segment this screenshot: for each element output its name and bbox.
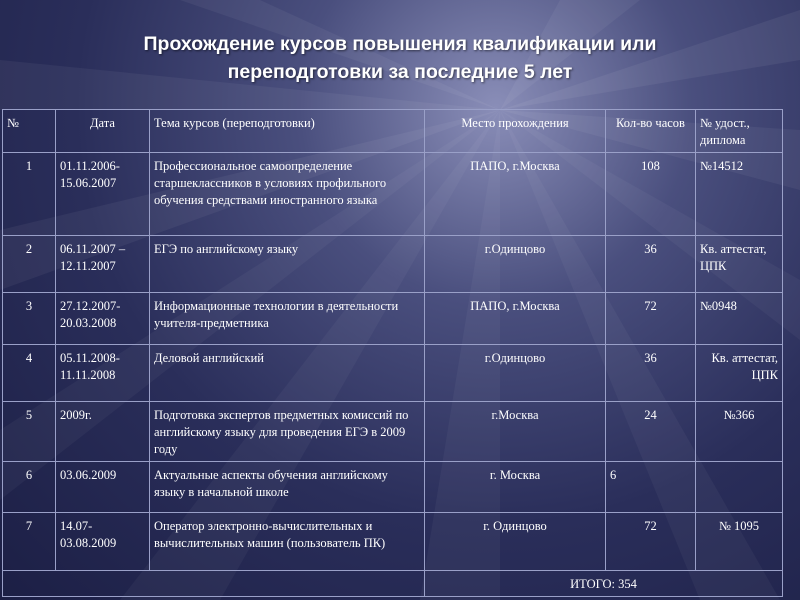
row-place: г.Одинцово [425, 236, 606, 293]
row-doc: Кв. аттестат, ЦПК [696, 236, 783, 293]
row-date: 2009г. [56, 402, 150, 462]
row-date: 03.06.2009 [56, 462, 150, 513]
header-date: Дата [56, 110, 150, 153]
row-num: 4 [3, 345, 56, 402]
header-hours: Кол-во часов [606, 110, 696, 153]
row-num: 1 [3, 153, 56, 236]
table-header-row [3, 110, 783, 153]
row-topic: Деловой английский [150, 345, 425, 402]
table-row [3, 402, 783, 462]
row-date: 14.07-03.08.2009 [56, 513, 150, 571]
row-place: г.Одинцово [425, 345, 606, 402]
row-topic: Подготовка экспертов предметных комиссий по английскому языку для проведения ЕГЭ в 2009 году [150, 402, 425, 462]
row-topic: Профессиональное самоопределение старшеклассников в условиях профильного обучения средствами иностранного языка [150, 153, 425, 236]
row-topic: Актуальные аспекты обучения английскому языку в начальной школе [150, 462, 425, 513]
row-date: 27.12.2007-20.03.2008 [56, 293, 150, 345]
row-doc: №0948 [696, 293, 783, 345]
row-hours: 72 [606, 293, 696, 345]
header-num: № [3, 110, 56, 153]
row-place: г. Москва [425, 462, 606, 513]
row-hours: 108 [606, 153, 696, 236]
row-topic: Информационные технологии в деятельности учителя-предметника [150, 293, 425, 345]
row-hours: 36 [606, 345, 696, 402]
row-place: г.Москва [425, 402, 606, 462]
row-num: 2 [3, 236, 56, 293]
table-row [3, 345, 783, 402]
total-value: ИТОГО: 354 [425, 571, 783, 597]
row-num: 5 [3, 402, 56, 462]
row-hours: 6 [606, 462, 696, 513]
table-row [3, 153, 783, 236]
header-place: Место прохождения [425, 110, 606, 153]
row-date: 06.11.2007 – 12.11.2007 [56, 236, 150, 293]
table-row [3, 513, 783, 571]
row-num: 6 [3, 462, 56, 513]
table-row [3, 293, 783, 345]
title-line-1: Прохождение курсов повышения квалификации или [143, 33, 657, 55]
row-doc: Кв. аттестат, ЦПК [696, 345, 783, 402]
title-line-2: переподготовки за последние 5 лет [227, 61, 573, 83]
row-topic: Оператор электронно-вычислительных и вычислительных машин (пользователь ПК) [150, 513, 425, 571]
row-hours: 24 [606, 402, 696, 462]
row-hours: 72 [606, 513, 696, 571]
page-title [40, 30, 760, 86]
row-doc: № 1095 [696, 513, 783, 571]
row-num: 3 [3, 293, 56, 345]
row-place: ПАПО, г.Москва [425, 293, 606, 345]
row-topic: ЕГЭ по английскому языку [150, 236, 425, 293]
row-num: 7 [3, 513, 56, 571]
header-doc: № удост., диплома [696, 110, 783, 153]
row-date: 01.11.2006-15.06.2007 [56, 153, 150, 236]
row-doc: №366 [696, 402, 783, 462]
courses-table [2, 109, 783, 597]
row-hours: 36 [606, 236, 696, 293]
row-place: г. Одинцово [425, 513, 606, 571]
header-topic: Тема курсов (переподготовки) [150, 110, 425, 153]
total-row [3, 571, 783, 597]
table-row [3, 462, 783, 513]
total-empty-cell [3, 571, 425, 597]
row-place: ПАПО, г.Москва [425, 153, 606, 236]
table-row [3, 236, 783, 293]
row-doc: №14512 [696, 153, 783, 236]
row-date: 05.11.2008-11.11.2008 [56, 345, 150, 402]
row-doc [696, 462, 783, 513]
